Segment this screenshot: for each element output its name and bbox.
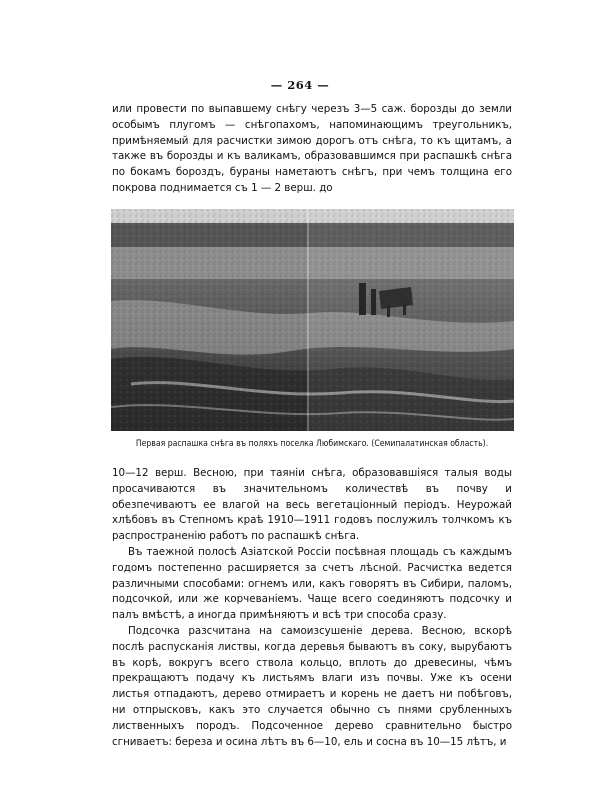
text-block-top — [112, 102, 512, 197]
field-photo — [111, 209, 514, 431]
photo-caption: Первая распашка снѣга въ поляхъ поселка Любимскаго. (Семипалатинская область). — [135, 439, 489, 449]
field-photo-image — [111, 209, 514, 431]
paragraph-podsochka: Подсочка разсчитана на самоизсушеніе дерева. Весною, вскорѣ послѣ распусканія листвы, когда деревья бываютъ въ соку, вырубаютъ въ корѣ, вокругъ всего ствола кольцо, вплоть до древесины, чѣмъ прекращаютъ подачу къ листьямъ влаги изъ почвы. Уже къ осени листья отпадаютъ, дерево отмираетъ и корень не даетъ ни побѣговъ, ни отпрысковъ, какъ это случается обычно съ пнями срубленныхъ лиственныхъ породъ. Подсоченное дерево сравнительно быстро сгниваетъ: береза и осина лѣтъ въ 6—10, ель и сосна въ 10—15 лѣтъ, и — [112, 624, 512, 748]
paragraph-top: или провести по выпавшему снѣгу черезъ 3—5 саж. борозды до земли особымъ плугомъ — снѣгопахомъ, напоминающимъ треугольникъ, примѣняемый для расчистки зимою дорогъ отъ снѣга, то къ щитамъ, а также въ борозды и къ валикамъ, образовавшимся при распашкѣ снѣга по бокамъ бороздъ, бураны наметаютъ снѣгъ, при чемъ толщина его покрова поднимается съ 1 — 2 верш. до — [112, 103, 512, 194]
text-block-bottom — [112, 466, 512, 750]
page-number: — 264 — — [270, 78, 330, 92]
paragraph-taiga: Въ таежной полосѣ Азіатской Россіи посѣвная площадь съ каждымъ годомъ постепенно расширяется за счетъ лѣсной. Расчистка ведется различными способами: огнемъ или, какъ говорятъ въ Сибири, паломъ, подсочкой, или же корчеваніемъ. Чаще всего соединяютъ подсочку и палъ вмѣстѣ, а иногда примѣняютъ и всѣ три способа сразу. — [112, 545, 512, 622]
paragraph-continuation: 10—12 верш. Весною, при таяніи снѣга, образовавшіяся талыя воды просачиваются въ значительномъ количествѣ въ почву и обезпечиваютъ ее влагой на весь вегетаціонный періодъ. Неурожай хлѣбовъ въ Степномъ краѣ 1910—1911 годовъ послужилъ толчкомъ къ распространенію работъ по распашкѣ снѣга. — [112, 467, 512, 543]
